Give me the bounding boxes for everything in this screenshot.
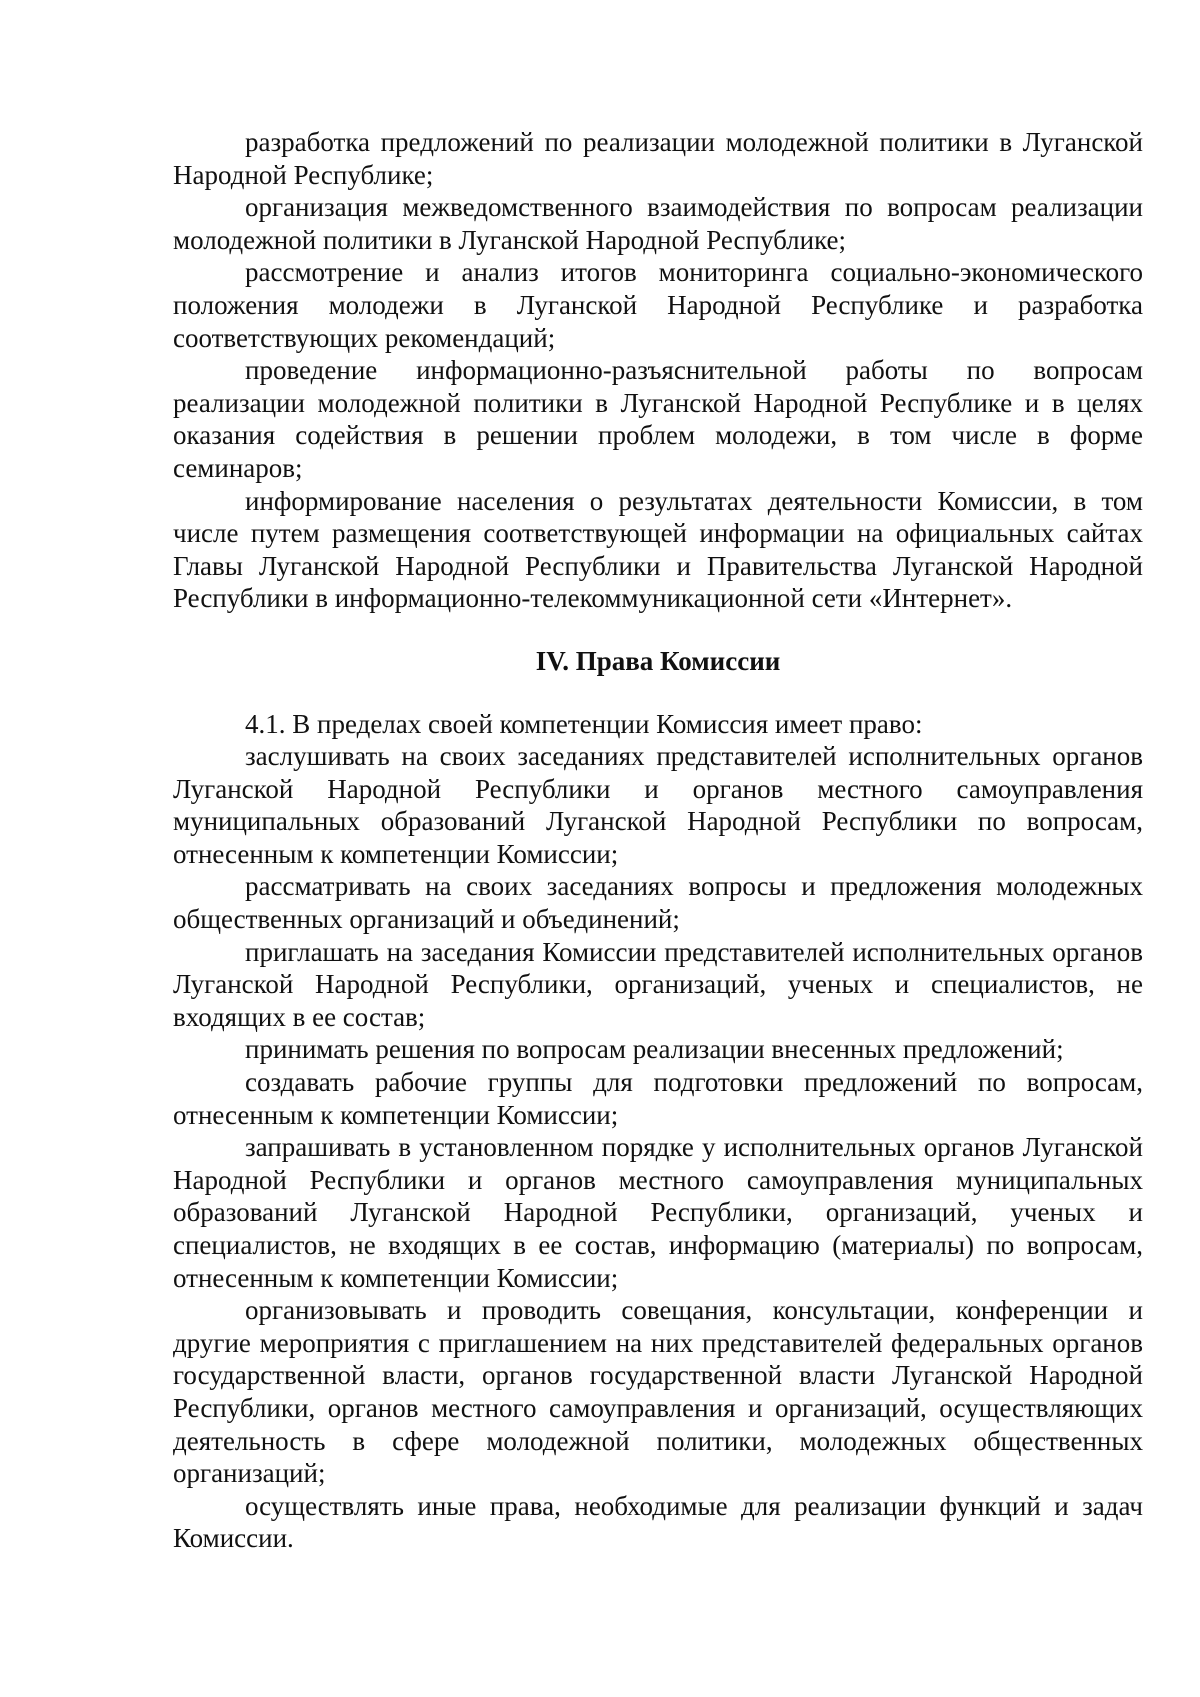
- paragraph-right-make-decisions: принимать решения по вопросам реализации внесенных предложений;: [245, 1034, 1064, 1065]
- paragraph-right-consider-proposals: рассматривать на своих заседаниях вопросы и предложения молодежных общественных организаций и объединений;: [173, 871, 1143, 935]
- paragraph-clause-4-1: 4.1. В пределах своей компетенции Комиссия имеет право:: [245, 708, 923, 739]
- paragraph-right-invite: приглашать на заседания Комиссии представителей исполнительных органов Луганской Народной Республики, организаций, ученых и специалистов, не входящих в ее состав;: [173, 936, 1143, 1032]
- paragraph-right-working-groups: создавать рабочие группы для подготовки предложений по вопросам, отнесенным к компетенции Комиссии;: [173, 1067, 1143, 1130]
- paragraph-interagency-cooperation: организация межведомственного взаимодействия по вопросам реализации молодежной политики в Луганской Народной Республике;: [173, 192, 1143, 255]
- paragraph-monitoring-analysis: рассмотрение и анализ итогов мониторинга социально-экономического положения молодежи в Луганской Народной Республике и разработка соответствующих рекомендаций;: [173, 257, 1143, 353]
- paragraph-proposals-development: разработка предложений по реализации молодежной политики в Луганской Народной Республике;: [173, 127, 1143, 190]
- paragraph-right-other: осуществлять иные права, необходимые для реализации функций и задач Комиссии.: [173, 1490, 1143, 1554]
- paragraph-right-hear-representatives: заслушивать на своих заседаниях представителей исполнительных органов Луганской Народной Республики и органов местного самоуправления муниципальных образований Луганской Народной Республики по вопросам, отнесенным к компетенции Комиссии;: [173, 741, 1143, 869]
- paragraph-right-organize-events: организовывать и проводить совещания, консультации, конференции и другие мероприятия с приглашением на них представителей федеральных органов государственной власти, органов государственной власти Луганской Народной Республики, органов местного самоуправления и организаций, осуществляющих деятельность в сфере молодежной политики, молодежных общественных организаций;: [173, 1295, 1143, 1489]
- section-heading: IV. Права Комиссии: [535, 645, 781, 676]
- section-heading-container: [173, 615, 1143, 708]
- paragraph-public-informing: информирование населения о результатах деятельности Комиссии, в том числе путем размещения соответствующей информации на официальных сайтах Главы Луганской Народной Республики и Правительства Луганской Народной Республики в информационно-телекоммуникационной сети «Интернет».: [173, 485, 1143, 614]
- paragraph-information-outreach: проведение информационно-разъяснительной работы по вопросам реализации молодежной политики в Луганской Народной Республике и в целях оказания содействия в решении проблем молодежи, в том числе в форме семинаров;: [173, 355, 1143, 483]
- document-body: [173, 126, 1143, 1555]
- paragraph-right-request-information: запрашивать в установленном порядке у исполнительных органов Луганской Народной Республики и органов местного самоуправления муниципальных образований Луганской Народной Республики, организаций, ученых и специалистов, не входящих в ее состав, информацию (материалы) по вопросам, отнесенным к компетенции Комиссии;: [173, 1132, 1143, 1293]
